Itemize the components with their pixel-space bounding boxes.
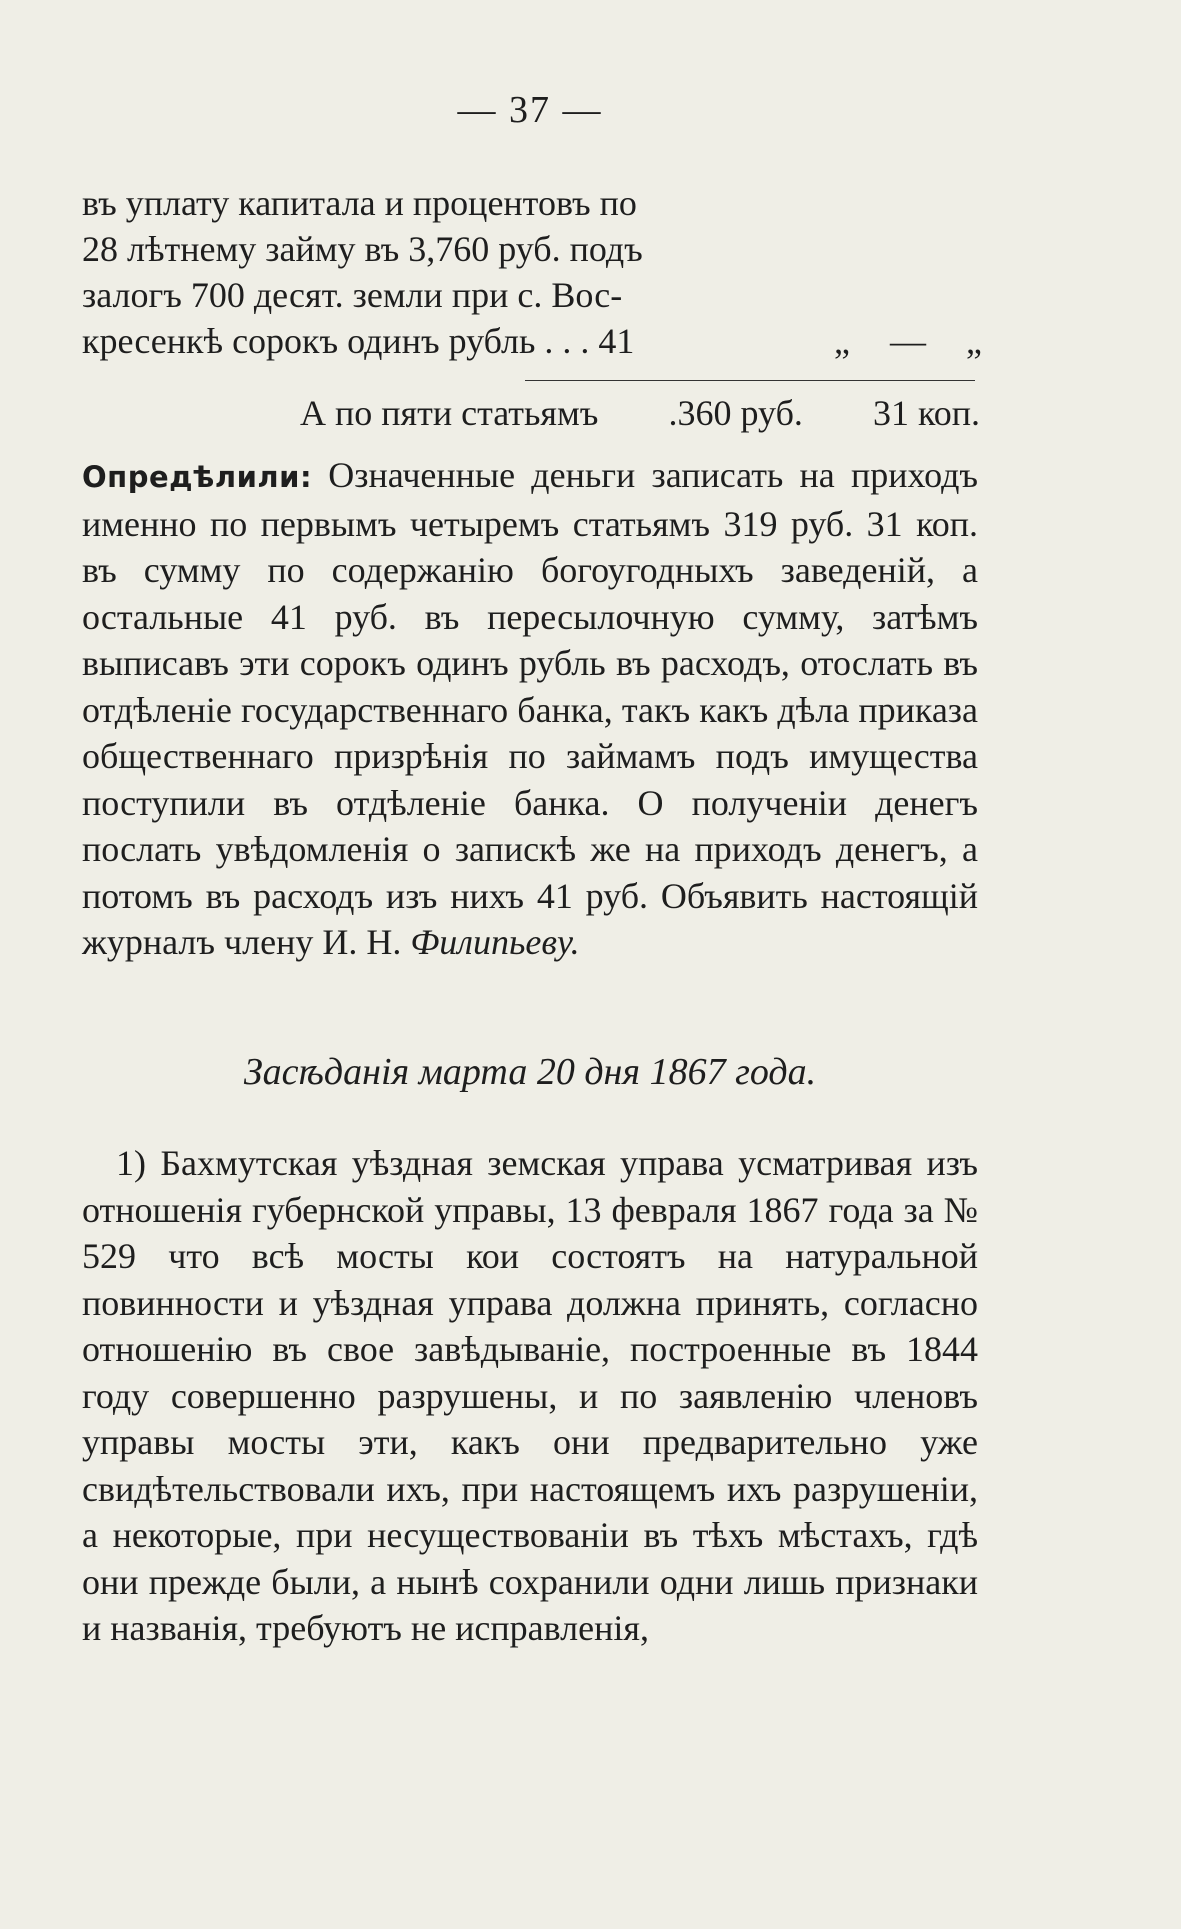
total-line <box>300 390 980 436</box>
entry-line: въ уплату капитала и процентовъ по <box>82 183 637 223</box>
resolution-name: Филипьеву. <box>410 922 580 962</box>
resolution-body: Означенные деньги записать на приходъ именно по первымъ четыремъ статьямъ 319 руб. 31 коп. въ сумму по содержанію богоугодныхъ заведеній, а остальные 41 руб. въ пересылочную сумму, затѣмъ выписавъ эти сорокъ одинъ рубль въ расходъ, отослать въ отдѣленіе государственнаго банка, такъ какъ дѣла приказа общественнаго призрѣнія по займамъ подъ имущества поступили въ отдѣленіе банка. О полученіи денегъ послать увѣдомленія о запискѣ же на приходъ денегъ, а потомъ въ расходъ изъ нихъ 41 руб. Объявить настоящій журналъ члену И. Н. <box>82 455 979 962</box>
ditto-marks <box>834 318 982 364</box>
entry-last-line-text: кресенкѣ сорокъ одинъ рубль . . . 41 <box>82 321 635 361</box>
page-number: — 37 — <box>457 89 603 131</box>
ditto-kop: „ <box>966 321 982 361</box>
sum-rule-divider <box>525 380 975 381</box>
total-rub: .360 руб. <box>668 393 803 433</box>
total-label: А по пяти статьямъ <box>300 393 599 433</box>
resolution-paragraph <box>82 452 978 966</box>
ditto-rub: „ <box>834 321 851 361</box>
entry-last-line <box>82 318 982 364</box>
total-kop: 31 коп. <box>873 393 980 433</box>
entry-fifth-article <box>82 180 982 364</box>
entry-line: 28 лѣтнему займу въ 3,760 руб. подъ <box>82 229 643 269</box>
entry-line: залогъ 700 десят. земли при с. Вос- <box>82 275 623 315</box>
resolution-lead: Опредѣлили: <box>82 460 313 494</box>
ditto-dash: — <box>890 321 927 361</box>
item-1-paragraph: 1) Бахмутская уѣздная земская управа усматривая изъ отношенія губернской управы, 13 февраля 1867 года за № 529 что всѣ мосты кои состоятъ на натуральной повинности и уѣздная управа должна принять, согласно отношенію въ свое завѣдываніе, построенные въ 1844 году совершенно разрушены, и по заявленію членовъ управы мосты эти, какъ они предварительно уже свидѣтельствовали ихъ, при настоящемъ ихъ разрушеніи, а некоторые, при несуществованіи въ тѣхъ мѣстахъ, гдѣ они прежде были, а нынѣ сохранили одни лишь признаки и названія, требуютъ не исправленія, <box>82 1143 978 1648</box>
session-heading: Засѣданія марта 20 дня 1867 года. <box>243 1051 817 1093</box>
